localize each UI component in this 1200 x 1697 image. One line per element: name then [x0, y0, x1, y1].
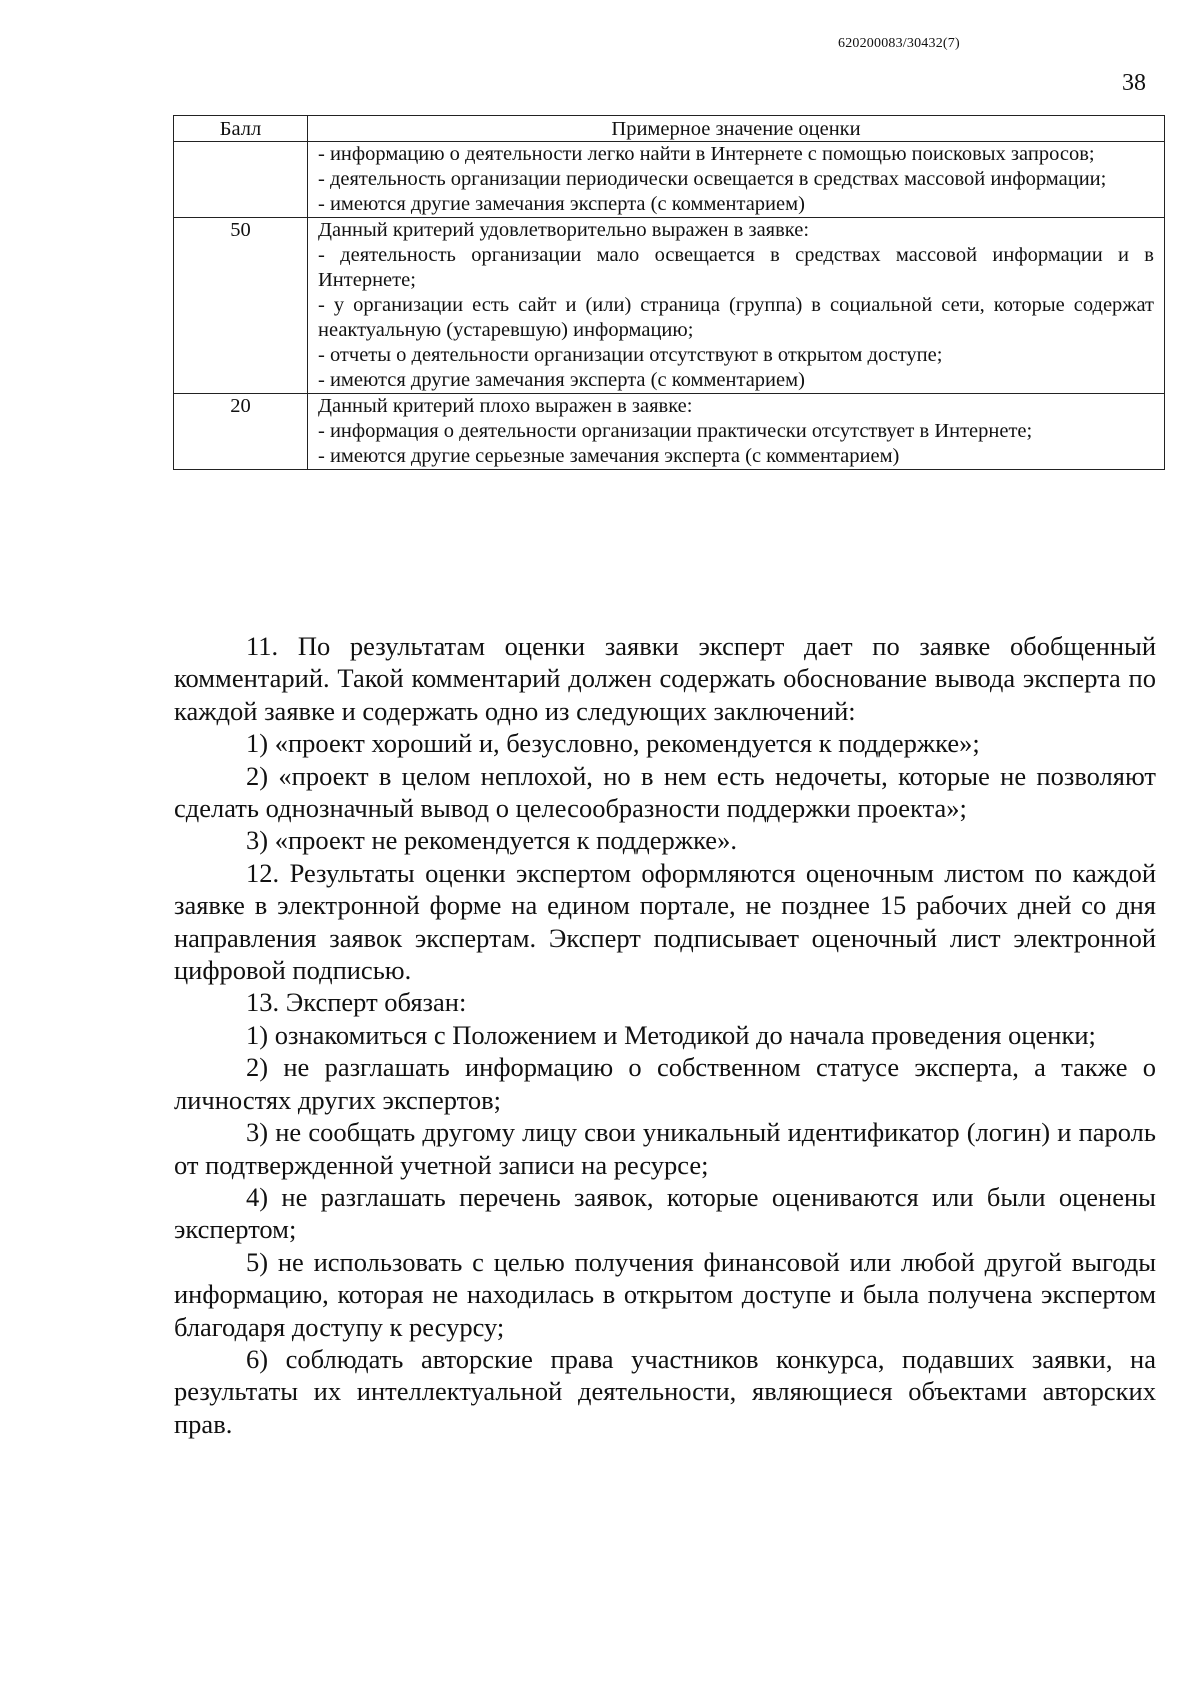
- body-text: [174, 630, 1156, 1440]
- column-header-description: Примерное значение оценки: [308, 116, 1165, 142]
- conclusion-item-1: 1) «проект хороший и, безусловно, рекомендуется к поддержке»;: [246, 728, 980, 759]
- description-cell: [308, 394, 1165, 470]
- criterion-line: - деятельность организации периодически освещается в средствах массовой информации;: [318, 168, 1107, 190]
- criterion-line: - деятельность организации мало освещается в средствах массовой информации и в Интернете;: [318, 244, 1154, 291]
- criterion-line: - у организации есть сайт и (или) страница (группа) в социальной сети, которые содержат неактуальную (устаревшую) информацию;: [318, 294, 1154, 341]
- table-header-row: [174, 116, 1165, 142]
- obligation-item-3: 3) не сообщать другому лицу свои уникальный идентификатор (логин) и пароль от подтвержденной учетной записи на ресурсе;: [174, 1117, 1156, 1180]
- score-cell: [174, 142, 308, 218]
- score-cell: 50: [174, 218, 308, 394]
- criterion-line: Данный критерий плохо выражен в заявке:: [318, 395, 693, 417]
- obligation-item-1: 1) ознакомиться с Положением и Методикой до начала проведения оценки;: [246, 1019, 1096, 1050]
- criterion-line: - информацию о деятельности легко найти в Интернете с помощью поисковых запросов;: [318, 143, 1095, 165]
- criterion-line: - имеются другие замечания эксперта (с комментарием): [318, 193, 805, 215]
- criterion-line: Данный критерий удовлетворительно выражен в заявке:: [318, 219, 810, 241]
- criterion-line: - имеются другие замечания эксперта (с комментарием): [318, 369, 805, 391]
- criterion-line: - имеются другие серьезные замечания эксперта (с комментарием): [318, 445, 900, 467]
- criterion-line: - отчеты о деятельности организации отсутствуют в открытом доступе;: [318, 344, 943, 366]
- document-id: 620200083/30432(7): [838, 36, 960, 51]
- conclusion-item-2: 2) «проект в целом неплохой, но в нем есть недочеты, которые не позволяют сделать однозначный вывод о целесообразности поддержки проекта»;: [174, 760, 1156, 824]
- table-row: [174, 142, 1165, 218]
- obligation-item-6: 6) соблюдать авторские права участников конкурса, подавших заявки, на результаты их интеллектуальной деятельности, являющиеся объектами авторских прав.: [174, 1343, 1156, 1439]
- column-header-score: Балл: [174, 116, 308, 142]
- table-row: [174, 218, 1165, 394]
- criterion-line: - информация о деятельности организации практически отсутствует в Интернете;: [318, 420, 1033, 442]
- paragraph-11: 11. По результатам оценки заявки эксперт дает по заявке обобщенный комментарий. Такой комментарий должен содержать обоснование вывода эксперта по каждой заявке и содержать одно из следующих заключений:: [174, 631, 1156, 726]
- paragraph-12: 12. Результаты оценки экспертом оформляются оценочным листом по каждой заявке в электронной форме на едином портале, не позднее 15 рабочих дней со дня направления заявок экспертам. Эксперт подписывает оценочный лист электронной цифровой подписью.: [174, 857, 1156, 986]
- description-cell: [308, 218, 1165, 394]
- table-row: [174, 394, 1165, 470]
- obligation-item-5: 5) не использовать с целью получения финансовой или любой другой выгоды информацию, которая не находилась в открытом доступе и была получена экспертом благодаря доступу к ресурсу;: [174, 1246, 1156, 1342]
- page-number: 38: [1122, 70, 1146, 96]
- obligation-item-4: 4) не разглашать перечень заявок, которые оцениваются или были оценены экспертом;: [174, 1181, 1156, 1245]
- obligation-item-2: 2) не разглашать информацию о собственном статусе эксперта, а также о личностях других экспертов;: [174, 1052, 1156, 1115]
- paragraph-13: 13. Эксперт обязан:: [246, 987, 467, 1018]
- description-cell: [308, 142, 1165, 218]
- score-cell: 20: [174, 394, 308, 470]
- criteria-table: [173, 115, 1165, 470]
- conclusion-item-3: 3) «проект не рекомендуется к поддержке».: [246, 825, 737, 856]
